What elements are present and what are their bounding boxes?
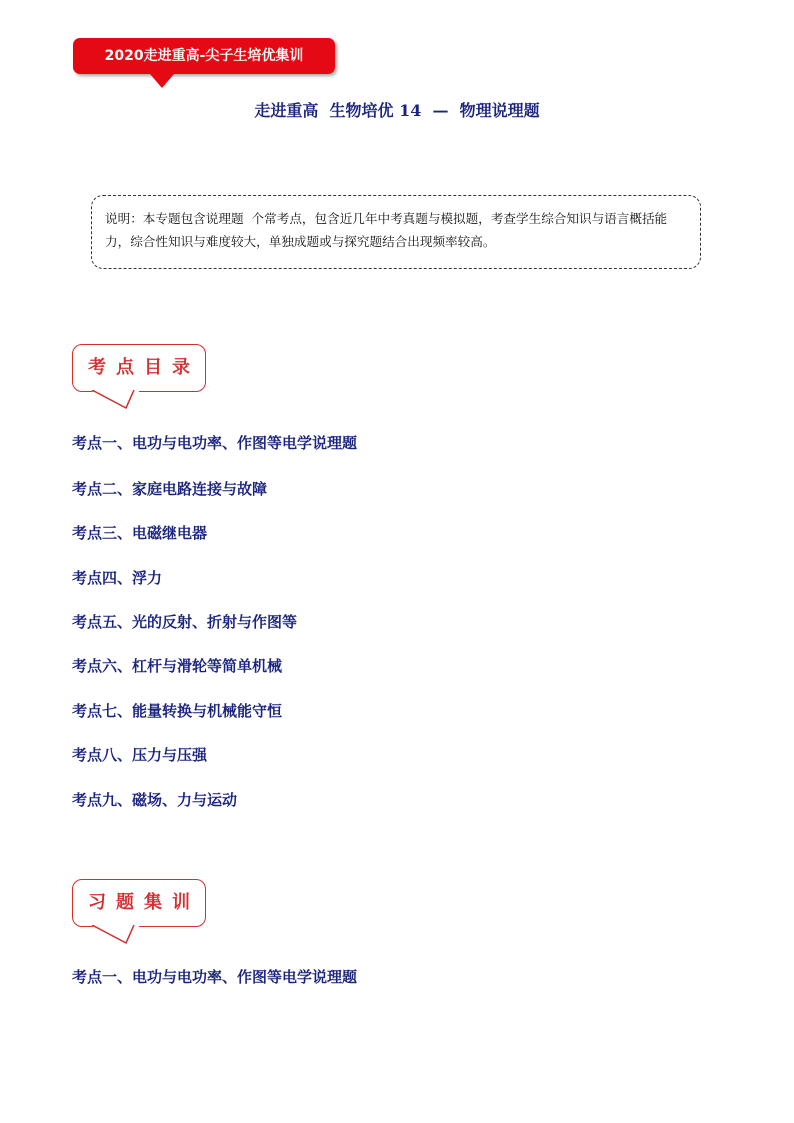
- series-badge: 2020走进重高-尖子生培优集训: [73, 38, 335, 74]
- exercises-heading: 习题集训: [72, 879, 206, 927]
- toc-item[interactable]: 考点七、能量转换与机械能守恒: [72, 702, 283, 720]
- toc-item[interactable]: 考点三、电磁继电器: [72, 524, 208, 542]
- exercise-section-title: 考点一、电功与电功率、作图等电学说理题: [72, 968, 358, 986]
- toc-item[interactable]: 考点一、电功与电功率、作图等电学说理题: [72, 434, 358, 452]
- toc-heading: 考点目录: [72, 344, 206, 392]
- badge-pointer: [150, 74, 174, 88]
- description-box: 说明：本专题包含说理题 个常考点，包含近几年中考真题与模拟题，考查学生综合知识与语言概括能力，综合性知识与难度较大，单独成题或与探究题结合出现频率较高。: [91, 195, 701, 269]
- toc-heading-pointer: [90, 390, 140, 422]
- toc-item[interactable]: 考点五、光的反射、折射与作图等: [72, 613, 298, 631]
- exercises-heading-pointer: [90, 925, 140, 957]
- document-title: 走进重高 生物培优 14 — 物理说理题: [254, 101, 540, 120]
- toc-item[interactable]: 考点八、压力与压强: [72, 746, 208, 764]
- toc-item[interactable]: 考点六、杠杆与滑轮等简单机械: [72, 657, 283, 675]
- toc-item[interactable]: 考点二、家庭电路连接与故障: [72, 480, 268, 498]
- toc-item[interactable]: 考点九、磁场、力与运动: [72, 791, 238, 809]
- toc-item[interactable]: 考点四、浮力: [72, 569, 163, 587]
